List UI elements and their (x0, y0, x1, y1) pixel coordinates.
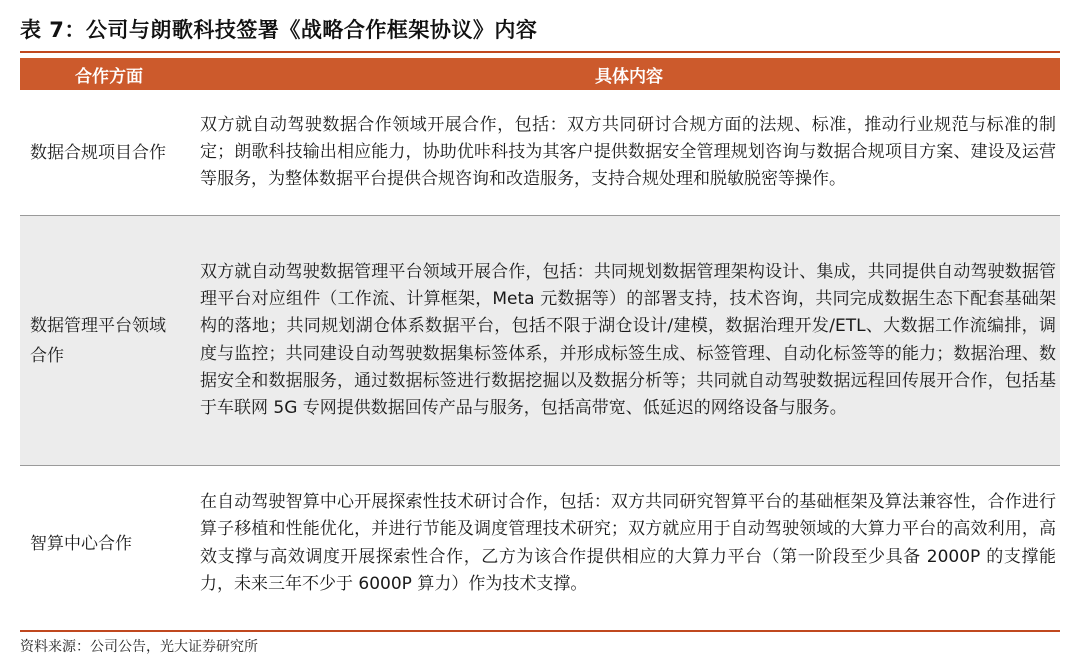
aspect-text: 数据管理平台领域合作 (30, 315, 166, 366)
table-row (20, 216, 1060, 466)
table-row (20, 466, 1060, 622)
header-aspect: 合作方面 (20, 58, 198, 90)
row-content: 在自动驾驶智算中心开展探索性技术研讨合作，包括：双方共同研究智算平台的基础框架及算法兼容性，合作进行算子移植和性能优化，并进行节能及调度管理技术研究；双方就应用于自动驾驶领域的大算力平台的高效利用，高效支撑与高效调度开展探索性合作，乙方为该合作提供相应的大算力平台（第一阶段至少具备 2000P 的支撑能力，未来三年不少于 6000P 算力）作为技术支撑。 (200, 491, 1056, 594)
aspect-text: 数据合规项目合作 (30, 142, 166, 163)
top-rule (20, 51, 1060, 53)
row-aspect (20, 216, 198, 466)
source-note: 资料来源：公司公告，光大证券研究所 (20, 639, 258, 655)
aspect-text: 智算中心合作 (30, 533, 132, 554)
row-content: 双方就自动驾驶数据合作领域开展合作，包括：双方共同研讨合规方面的法规、标准，推动行业规范与标准的制定；朗歌科技输出相应能力，协助优咔科技为其客户提供数据安全管理规划咨询与数据合规项目方案、建设及运营等服务，为整体数据平台提供合规咨询和改造服务，支持合规处理和脱敏脱密等操作。 (198, 90, 1060, 216)
row-aspect (20, 90, 198, 216)
bottom-rule (20, 630, 1060, 632)
table-row (20, 90, 1060, 216)
table-title: 表 7：公司与朗歌科技签署《战略合作框架协议》内容 (20, 18, 538, 42)
table-header-row (20, 58, 1060, 90)
row-content: 双方就自动驾驶数据管理平台领域开展合作，包括：共同规划数据管理架构设计、集成，共同提供自动驾驶数据管理平台对应组件（工作流、计算框架，Meta 元数据等）的部署支持，技术咨询，共同完成数据生态下配套基础架构的落地；共同规划湖仓体系数据平台，包括不限于湖仓设计/建模，数据治理开发/ETL、大数据工作流编排，调度与监控；共同建设自动驾驶数据集标签体系，并形成标签生成、标签管理、自动化标签等的能力；数据治理、数据安全和数据服务，通过数据标签进行数据挖掘以及数据分析等；共同就自动驾驶数据远程回传展开合作，包括基于车联网 5G 专网提供数据回传产品与服务，包括高带宽、低延迟的网络设备与服务。 (198, 216, 1060, 466)
row-aspect (20, 466, 198, 622)
header-content: 具体内容 (198, 58, 1060, 90)
cooperation-table (20, 58, 1060, 621)
